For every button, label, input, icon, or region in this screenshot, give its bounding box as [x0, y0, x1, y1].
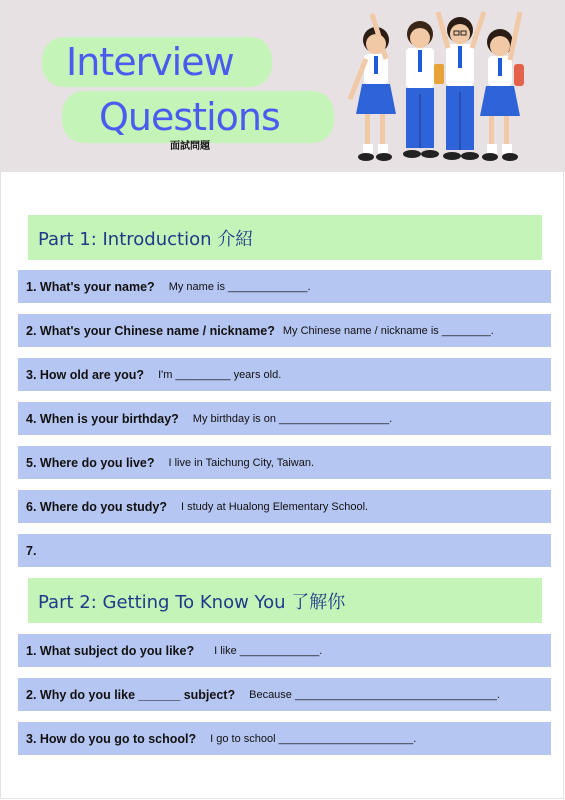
answer-prompt: I like _____________.: [214, 644, 323, 657]
answer-prompt: I study at Hualong Elementary School.: [181, 500, 369, 513]
part2-row-3: [18, 722, 551, 755]
student-girl-right: [480, 12, 524, 161]
part1-row-5: [18, 446, 551, 479]
header-banner: [0, 0, 565, 172]
question-text: 1. What subject do you like?: [26, 643, 195, 658]
question-text: 2. Why do you like ______ subject?: [26, 687, 236, 702]
student-girl-left: [350, 14, 396, 161]
question-text: 2. What's your Chinese name / nickname?: [26, 323, 275, 338]
question-text: 6. Where do you study?: [26, 499, 167, 514]
student-boy-2: [438, 12, 484, 160]
part1-row-1: [18, 270, 551, 303]
answer-prompt: I go to school ______________________.: [210, 732, 417, 745]
answer-prompt: My Chinese name / nickname is ________.: [282, 324, 494, 337]
part1-row-6: [18, 490, 551, 523]
question-text: 5. Where do you live?: [26, 455, 155, 470]
answer-prompt: I live in Taichung City, Taiwan.: [168, 456, 315, 469]
answer-prompt: I'm _________ years old.: [158, 368, 282, 381]
part1-row-7: [18, 534, 551, 567]
part2-row-1: [18, 634, 551, 667]
answer-prompt: Because _________________________________.: [249, 688, 500, 701]
title-line-1: Interview: [66, 40, 234, 84]
chinese-subtitle: 面試問題: [170, 141, 210, 152]
question-text: 3. How do you go to school?: [26, 731, 197, 746]
part1-heading: Part 1: Introduction 介紹: [28, 215, 542, 260]
question-text: 3. How old are you?: [26, 367, 145, 382]
part1-row-4: [18, 402, 551, 435]
answer-prompt: My birthday is on __________________.: [192, 412, 393, 425]
answer-prompt: My name is _____________.: [168, 280, 311, 293]
student-boy-1: [403, 21, 444, 158]
question-text: 4. When is your birthday?: [26, 411, 179, 426]
students-illustration: [338, 4, 538, 170]
question-text: 1. What's your name?: [26, 279, 155, 294]
part2-heading: Part 2: Getting To Know You 了解你: [28, 578, 542, 623]
part1-row-3: [18, 358, 551, 391]
part2-row-2: [18, 678, 551, 711]
question-text: 7.: [26, 543, 37, 558]
title-line-2: Questions: [99, 95, 280, 139]
part1-row-2: [18, 314, 551, 347]
